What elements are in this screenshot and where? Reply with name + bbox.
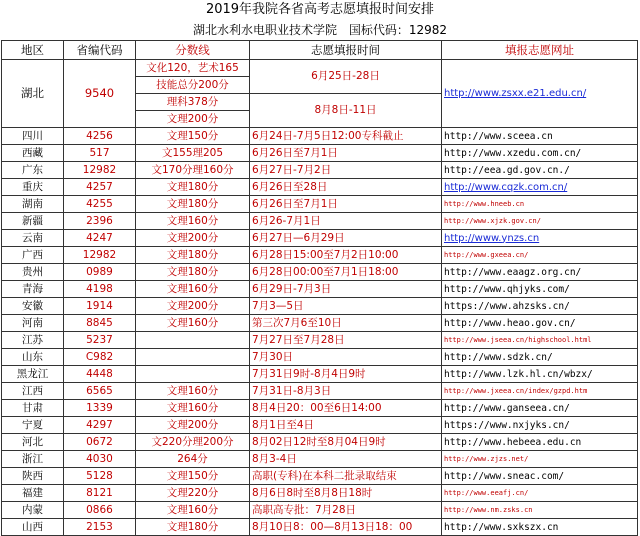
url-link[interactable]: http://www.cqzk.com.cn/ bbox=[442, 179, 638, 196]
time-cell: 7月31日-8月3日 bbox=[250, 383, 442, 400]
table-row bbox=[2, 502, 638, 519]
region-cell: 湖北 bbox=[2, 60, 64, 128]
code-cell: C982 bbox=[64, 349, 136, 366]
time-cell: 6月27日—6月29日 bbox=[250, 230, 442, 247]
region-cell: 宁夏 bbox=[2, 417, 64, 434]
time-cell: 6月28日00:00至7月1日18:00 bbox=[250, 264, 442, 281]
score-cell: 文理200分 bbox=[136, 417, 250, 434]
code-cell: 1339 bbox=[64, 400, 136, 417]
url-link[interactable]: http://www.heao.gov.cn/ bbox=[442, 315, 638, 332]
header-time: 志愿填报时间 bbox=[250, 41, 442, 60]
region-cell: 重庆 bbox=[2, 179, 64, 196]
table-row bbox=[2, 332, 638, 349]
region-cell: 江苏 bbox=[2, 332, 64, 349]
score-cell: 文理200分 bbox=[136, 230, 250, 247]
header-score: 分数线 bbox=[136, 41, 250, 60]
code-cell: 4255 bbox=[64, 196, 136, 213]
table-row bbox=[2, 519, 638, 536]
time-cell: 6月28日15:00至7月2日10:00 bbox=[250, 247, 442, 264]
time-cell: 8月10日8：00—8月13日18：00 bbox=[250, 519, 442, 536]
table-row bbox=[2, 383, 638, 400]
time-cell: 6月26-7月1日 bbox=[250, 213, 442, 230]
table-row bbox=[2, 128, 638, 145]
score-cell: 文理180分 bbox=[136, 196, 250, 213]
code-cell: 4448 bbox=[64, 366, 136, 383]
url-link[interactable]: http://www.nm.zsks.cn bbox=[442, 502, 638, 519]
time-cell: 8月02日12时至8月04日9时 bbox=[250, 434, 442, 451]
code-cell: 4257 bbox=[64, 179, 136, 196]
region-cell: 山西 bbox=[2, 519, 64, 536]
header-code: 省编代码 bbox=[64, 41, 136, 60]
score-cell: 文理160分 bbox=[136, 315, 250, 332]
url-link[interactable]: http://www.ynzs.cn bbox=[442, 230, 638, 247]
region-cell: 贵州 bbox=[2, 264, 64, 281]
subtitle bbox=[0, 20, 640, 40]
time-cell: 高职高专批：7月28日 bbox=[250, 502, 442, 519]
code-cell: 517 bbox=[64, 145, 136, 162]
time-cell: 8月6日8时至8月8日18时 bbox=[250, 485, 442, 502]
code-cell: 12982 bbox=[64, 162, 136, 179]
table-row bbox=[2, 264, 638, 281]
code-cell: 8845 bbox=[64, 315, 136, 332]
table-row bbox=[2, 196, 638, 213]
table-row bbox=[2, 400, 638, 417]
code-cell: 4256 bbox=[64, 128, 136, 145]
code-cell: 0989 bbox=[64, 264, 136, 281]
region-cell: 河南 bbox=[2, 315, 64, 332]
header-region: 地区 bbox=[2, 41, 64, 60]
score-cell: 文化120，艺术165 bbox=[136, 60, 250, 77]
url-link[interactable]: http://www.gxeea.cn/ bbox=[442, 247, 638, 264]
score-cell: 文220分理200分 bbox=[136, 434, 250, 451]
code-cell: 5237 bbox=[64, 332, 136, 349]
table-row bbox=[2, 349, 638, 366]
url-link[interactable]: http://www.hebeea.edu.cn bbox=[442, 434, 638, 451]
region-cell: 西藏 bbox=[2, 145, 64, 162]
region-cell: 福建 bbox=[2, 485, 64, 502]
table-row bbox=[2, 298, 638, 315]
url-link[interactable]: http://www.eaagz.org.cn/ bbox=[442, 264, 638, 281]
score-cell: 文155理205 bbox=[136, 145, 250, 162]
time-cell: 7月27日至7月28日 bbox=[250, 332, 442, 349]
url-link[interactable]: http://www.qhjyks.com/ bbox=[442, 281, 638, 298]
score-cell: 技能总分200分 bbox=[136, 77, 250, 94]
score-cell: 文理200分 bbox=[136, 111, 250, 128]
time-cell: 6月27日-7月2日 bbox=[250, 162, 442, 179]
time-cell: 8月4日20：00至6日14:00 bbox=[250, 400, 442, 417]
code-cell: 4297 bbox=[64, 417, 136, 434]
url-link[interactable]: http://www.zjzs.net/ bbox=[442, 451, 638, 468]
score-cell: 264分 bbox=[136, 451, 250, 468]
score-cell: 文理180分 bbox=[136, 519, 250, 536]
score-cell: 文理150分 bbox=[136, 468, 250, 485]
region-cell: 河北 bbox=[2, 434, 64, 451]
time-cell: 7月30日 bbox=[250, 349, 442, 366]
code-cell: 5128 bbox=[64, 468, 136, 485]
score-cell bbox=[136, 332, 250, 349]
code-cell: 9540 bbox=[64, 60, 136, 128]
time-cell: 6月26日至7月1日 bbox=[250, 145, 442, 162]
region-cell: 四川 bbox=[2, 128, 64, 145]
header-url: 填报志愿网址 bbox=[442, 41, 638, 60]
score-cell bbox=[136, 349, 250, 366]
region-cell: 湖南 bbox=[2, 196, 64, 213]
url-link[interactable]: http://www.lzk.hl.cn/wbzx/ bbox=[442, 366, 638, 383]
page-title: 2019年我院各省高考志愿填报时间安排 bbox=[205, 2, 435, 17]
table-row bbox=[2, 230, 638, 247]
url-link[interactable]: http://www.eeafj.cn/ bbox=[442, 485, 638, 502]
url-link[interactable]: http://www.zsxx.e21.edu.cn/ bbox=[442, 60, 638, 128]
code-cell: 4247 bbox=[64, 230, 136, 247]
time-cell: 6月24日-7月5日12:00专科截止 bbox=[250, 128, 442, 145]
school-name: 湖北水利水电职业技术学院 bbox=[192, 23, 337, 37]
score-cell bbox=[136, 366, 250, 383]
code-cell: 8121 bbox=[64, 485, 136, 502]
time-cell: 6月29日-7月3日 bbox=[250, 281, 442, 298]
code-cell: 1914 bbox=[64, 298, 136, 315]
url-link[interactable]: https://www.nxjyks.cn/ bbox=[442, 417, 638, 434]
time-cell: 6月25日-28日 bbox=[250, 60, 442, 94]
region-cell: 内蒙 bbox=[2, 502, 64, 519]
time-cell: 6月26日至28日 bbox=[250, 179, 442, 196]
table-row bbox=[2, 315, 638, 332]
region-cell: 山东 bbox=[2, 349, 64, 366]
region-cell: 江西 bbox=[2, 383, 64, 400]
url-link[interactable]: http://www.jxeea.cn/index/gzpd.htm bbox=[442, 383, 638, 400]
url-link[interactable]: http://www.sceea.cn bbox=[442, 128, 638, 145]
score-cell: 文理180分 bbox=[136, 179, 250, 196]
code-cell: 2153 bbox=[64, 519, 136, 536]
score-cell: 理科378分 bbox=[136, 94, 250, 111]
url-link[interactable]: http://www.sdzk.cn/ bbox=[442, 349, 638, 366]
table-row bbox=[2, 281, 638, 298]
table-row bbox=[2, 451, 638, 468]
score-cell: 文理160分 bbox=[136, 383, 250, 400]
url-link[interactable]: http://www.xjzk.gov.cn/ bbox=[442, 213, 638, 230]
table-row bbox=[2, 213, 638, 230]
table-row bbox=[2, 366, 638, 383]
schedule-table bbox=[1, 40, 638, 536]
time-cell: 8月1日至4日 bbox=[250, 417, 442, 434]
code-cell: 6565 bbox=[64, 383, 136, 400]
score-cell: 文理160分 bbox=[136, 400, 250, 417]
time-cell: 第三次7月6至10日 bbox=[250, 315, 442, 332]
header-row bbox=[2, 41, 638, 60]
region-cell: 广西 bbox=[2, 247, 64, 264]
score-cell: 文理150分 bbox=[136, 128, 250, 145]
table-row bbox=[2, 179, 638, 196]
score-cell: 文理160分 bbox=[136, 213, 250, 230]
region-cell: 云南 bbox=[2, 230, 64, 247]
code-cell: 2396 bbox=[64, 213, 136, 230]
region-cell: 甘肃 bbox=[2, 400, 64, 417]
table-row bbox=[2, 417, 638, 434]
code-cell: 4030 bbox=[64, 451, 136, 468]
score-cell: 文理180分 bbox=[136, 264, 250, 281]
time-cell: 7月31日9时-8月4日9时 bbox=[250, 366, 442, 383]
time-cell: 8月8日-11日 bbox=[250, 94, 442, 128]
code-cell: 0672 bbox=[64, 434, 136, 451]
table-row bbox=[2, 145, 638, 162]
code-cell: 0866 bbox=[64, 502, 136, 519]
region-cell: 浙江 bbox=[2, 451, 64, 468]
region-cell: 青海 bbox=[2, 281, 64, 298]
time-cell: 6月26日至7月1日 bbox=[250, 196, 442, 213]
code-cell: 12982 bbox=[64, 247, 136, 264]
region-cell: 广东 bbox=[2, 162, 64, 179]
table-row-hubei bbox=[2, 60, 638, 77]
score-cell: 文170分理160分 bbox=[136, 162, 250, 179]
url-link[interactable]: http://www.sneac.com/ bbox=[442, 468, 638, 485]
score-cell: 文理200分 bbox=[136, 298, 250, 315]
table-row bbox=[2, 247, 638, 264]
table-row bbox=[2, 485, 638, 502]
url-link[interactable]: http://www.sxkszx.cn bbox=[442, 519, 638, 536]
table-row bbox=[2, 434, 638, 451]
score-cell: 文理220分 bbox=[136, 485, 250, 502]
region-cell: 安徽 bbox=[2, 298, 64, 315]
url-link[interactable]: http://www.xzedu.com.cn/ bbox=[442, 145, 638, 162]
table-row bbox=[2, 468, 638, 485]
code-cell: 4198 bbox=[64, 281, 136, 298]
score-cell: 文理180分 bbox=[136, 247, 250, 264]
url-link[interactable]: http://www.jseea.cn/highschool.html bbox=[442, 332, 638, 349]
url-link[interactable]: http://www.hneeb.cn bbox=[442, 196, 638, 213]
time-cell: 8月3-4日 bbox=[250, 451, 442, 468]
time-cell: 7月3—5日 bbox=[250, 298, 442, 315]
table-row bbox=[2, 162, 638, 179]
region-cell: 黑龙江 bbox=[2, 366, 64, 383]
url-link[interactable]: http://eea.gd.gov.cn./ bbox=[442, 162, 638, 179]
national-code: 国标代码：12982 bbox=[348, 23, 448, 37]
time-cell: 高职(专科)在本科二批录取结束 bbox=[250, 468, 442, 485]
url-link[interactable]: https://www.ahzsks.cn/ bbox=[442, 298, 638, 315]
region-cell: 陕西 bbox=[2, 468, 64, 485]
region-cell: 新疆 bbox=[2, 213, 64, 230]
url-link[interactable]: http://www.ganseea.cn/ bbox=[442, 400, 638, 417]
score-cell: 文理160分 bbox=[136, 502, 250, 519]
score-cell: 文理160分 bbox=[136, 281, 250, 298]
